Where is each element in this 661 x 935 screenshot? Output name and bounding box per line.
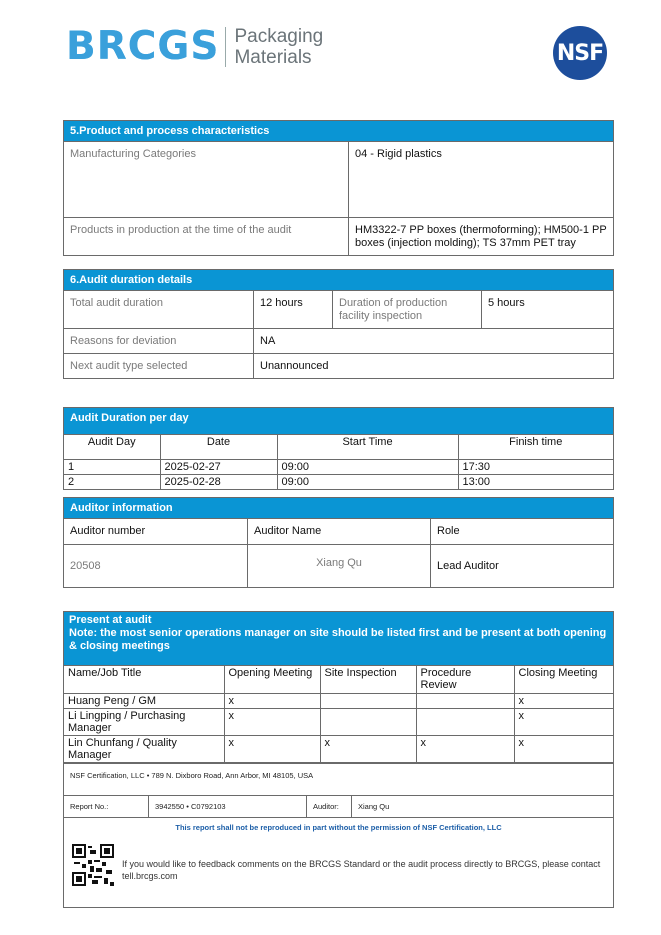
report-footer: [63, 763, 614, 908]
col-header: Start Time: [277, 435, 458, 460]
table-cell: 2: [64, 475, 160, 490]
table-row: [64, 328, 613, 353]
footer-address: NSF Certification, LLC • 789 N. Dixboro Road, Ann Arbor, MI 48105, USA: [64, 764, 613, 796]
table-header-row: [64, 518, 613, 544]
table-header-row: [64, 435, 613, 460]
col-header: Closing Meeting: [514, 666, 613, 694]
deviation-value: NA: [253, 329, 613, 353]
col-header: Auditor Name: [247, 519, 430, 544]
section-audit-duration: [63, 269, 614, 379]
footer-report-row: [64, 796, 613, 818]
section-title: Audit Duration per day: [64, 408, 613, 434]
section-product-process: [63, 120, 614, 256]
table-cell: x: [514, 709, 613, 736]
col-header: Audit Day: [64, 435, 160, 460]
qr-code-icon: [72, 844, 114, 886]
next-audit-value: Unannounced: [253, 354, 613, 378]
table-cell: x: [320, 736, 416, 763]
section-title: Auditor information: [64, 498, 613, 518]
col-header: Auditor number: [70, 525, 146, 537]
section-title: 5.Product and process characteristics: [64, 121, 613, 141]
table-cell: 17:30: [458, 460, 613, 475]
section-title: [64, 612, 613, 665]
col-header: Site Inspection: [320, 666, 416, 694]
manufacturing-categories-label: Manufacturing Categories: [70, 148, 196, 160]
report-no-label: Report No.:: [64, 796, 149, 817]
reproduction-warning: This report shall not be reproduced in part without the permission of NSF Certification, LLC: [175, 823, 502, 832]
present-title: Present at audit: [69, 614, 152, 626]
table-cell: 13:00: [458, 475, 613, 490]
production-duration-value: 5 hours: [481, 291, 613, 328]
col-header: Date: [160, 435, 277, 460]
products-value: HM3322-7 PP boxes (thermoforming); HM500-1 PP boxes (injection molding); TS 37mm PET tray: [348, 218, 613, 255]
logo-divider: [225, 27, 226, 67]
table-row: [64, 290, 613, 328]
deviation-label: Reasons for deviation: [70, 335, 177, 347]
table-row: [64, 353, 613, 378]
present-note: Note: the most senior operations manager on site should be listed first and be present at both opening & closing meetings: [69, 627, 607, 652]
table-row: [64, 544, 613, 587]
logo-caption-line2: Materials: [234, 47, 312, 68]
total-duration-label: Total audit duration: [70, 297, 163, 309]
table-row: [64, 460, 613, 475]
auditor-name: Xiang Qu: [247, 545, 430, 587]
next-audit-label: Next audit type selected: [70, 360, 188, 372]
section-duration-per-day: [63, 407, 614, 490]
footer-auditor-value: Xiang Qu: [358, 802, 390, 811]
table-cell: [416, 694, 514, 709]
footer-auditor-label: Auditor:: [307, 796, 352, 817]
production-duration-label: Duration of production facility inspection: [332, 291, 481, 328]
table-cell: x: [416, 736, 514, 763]
brcgs-logo-mark: BRCGS: [66, 24, 220, 69]
table-cell: Li Lingping / Purchasing Manager: [64, 709, 224, 736]
table-header-row: [64, 666, 613, 694]
table-cell: x: [224, 694, 320, 709]
table-cell: 2025-02-28: [160, 475, 277, 490]
report-no-value: 3942550 • C0792103: [149, 796, 307, 817]
table-row: [64, 736, 613, 763]
table-row: [64, 694, 613, 709]
attendance-table: [64, 665, 613, 762]
table-cell: [320, 709, 416, 736]
table-cell: x: [224, 736, 320, 763]
section-present-at-audit: [63, 611, 614, 763]
section-auditor-info: [63, 497, 614, 588]
table-cell: x: [514, 736, 613, 763]
col-header: Opening Meeting: [224, 666, 320, 694]
table-cell: [320, 694, 416, 709]
table-cell: x: [224, 709, 320, 736]
section-title: 6.Audit duration details: [64, 270, 613, 290]
nsf-logo: NSF: [553, 26, 607, 80]
table-cell: [416, 709, 514, 736]
auditor-number: 20508: [70, 560, 101, 572]
col-header: Name/Job Title: [64, 666, 224, 694]
table-cell: Lin Chunfang / Quality Manager: [64, 736, 224, 763]
table-row: [64, 217, 613, 255]
table-row: [64, 709, 613, 736]
col-header: Procedure Review: [416, 666, 514, 694]
brcgs-logo: [66, 26, 323, 68]
auditor-role: Lead Auditor: [430, 545, 613, 587]
col-header: Finish time: [458, 435, 613, 460]
duration-table: [64, 434, 613, 489]
table-cell: 09:00: [277, 460, 458, 475]
table-cell: Huang Peng / GM: [64, 694, 224, 709]
products-label: Products in production at the time of the audit: [70, 224, 292, 236]
col-header: Role: [430, 519, 613, 544]
table-cell: 1: [64, 460, 160, 475]
table-cell: x: [514, 694, 613, 709]
table-row: [64, 141, 613, 217]
total-duration-value: 12 hours: [253, 291, 332, 328]
logo-caption-line1: Packaging: [234, 26, 324, 47]
table-cell: 09:00: [277, 475, 458, 490]
feedback-note: If you would like to feedback comments on the BRCGS Standard or the audit process directly to BRCGS, please contact tell.brcgs.com: [122, 859, 601, 881]
table-row: [64, 475, 613, 490]
table-cell: 2025-02-27: [160, 460, 277, 475]
manufacturing-categories-value: 04 - Rigid plastics: [348, 142, 613, 217]
logo-caption: [234, 26, 323, 68]
